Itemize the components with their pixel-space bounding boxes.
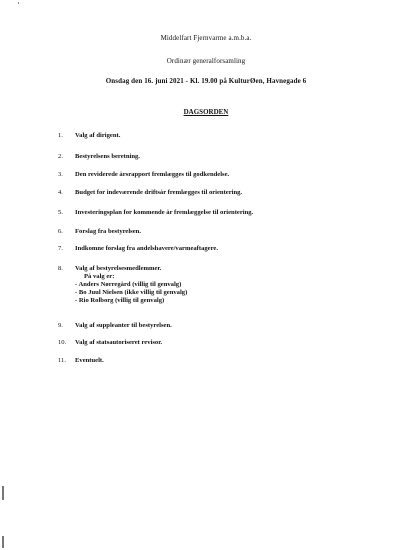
agenda-title: DAGSORDEN [183,108,229,116]
agenda-item-text: Forslag fra bestyrelsen. [75,228,141,235]
agenda-item-number: 5. [58,209,63,216]
agenda-item-text: Valg af suppleanter til bestyrelsen. [75,322,172,329]
agenda-item-heading: Valg af bestyrelsesmedlemmer. [75,265,162,272]
agenda-item-text [75,265,187,305]
agenda-item-text: Investeringsplan for kommende år fremlæggelse til orientering. [75,209,254,216]
agenda-subline: På valg er: [84,273,115,280]
agenda-item-number: 8. [58,265,63,272]
agenda-subline: - Bo Juul Nielsen (ikke villig til genvalg) [75,289,188,296]
agenda-item-number: 3. [58,171,63,178]
scan-margin-mark [2,486,4,500]
agenda-item-number: 11. [58,357,66,364]
agenda-subline: - Rio Rolborg (villig til genvalg) [75,297,165,304]
agenda-item-text: Indkomne forslag fra andelshavere/varmeaftagere. [75,245,218,252]
agenda-item-number: 10. [58,339,67,346]
agenda-item-number: 7. [58,245,63,252]
agenda-item-number: 6. [58,228,63,235]
agenda-item-text: Bestyrelsens beretning. [75,153,140,160]
agenda-item-number: 1. [58,132,63,139]
agenda-item-text: Eventuelt. [75,357,104,364]
scan-margin-mark [2,536,4,548]
scan-speck [18,2,19,4]
agenda-item-text: Den reviderede årsrapport fremlægges til godkendelse. [75,171,230,178]
agenda-item-text: Valg af statsautoriseret revisor. [75,339,163,346]
meeting-date-place: Onsdag den 16. juni 2021 - Kl. 19.00 på KulturØen, Havnegade 6 [105,77,307,85]
meeting-type: Ordinær generalforsamling [166,57,246,65]
agenda-item-number: 4. [58,189,63,196]
agenda-item-text: Budget for indeværende driftsår fremlægges til orientering. [75,189,243,196]
agenda-subline: - Anders Nørregård (villig til genvalg) [75,281,182,288]
company-name: Middelfart Fjernvarme a.m.b.a. [160,34,252,42]
agenda-item-number: 2. [58,153,63,160]
agenda-item-number: 9. [58,322,63,329]
agenda-item-text: Valg af dirigent. [75,132,121,139]
